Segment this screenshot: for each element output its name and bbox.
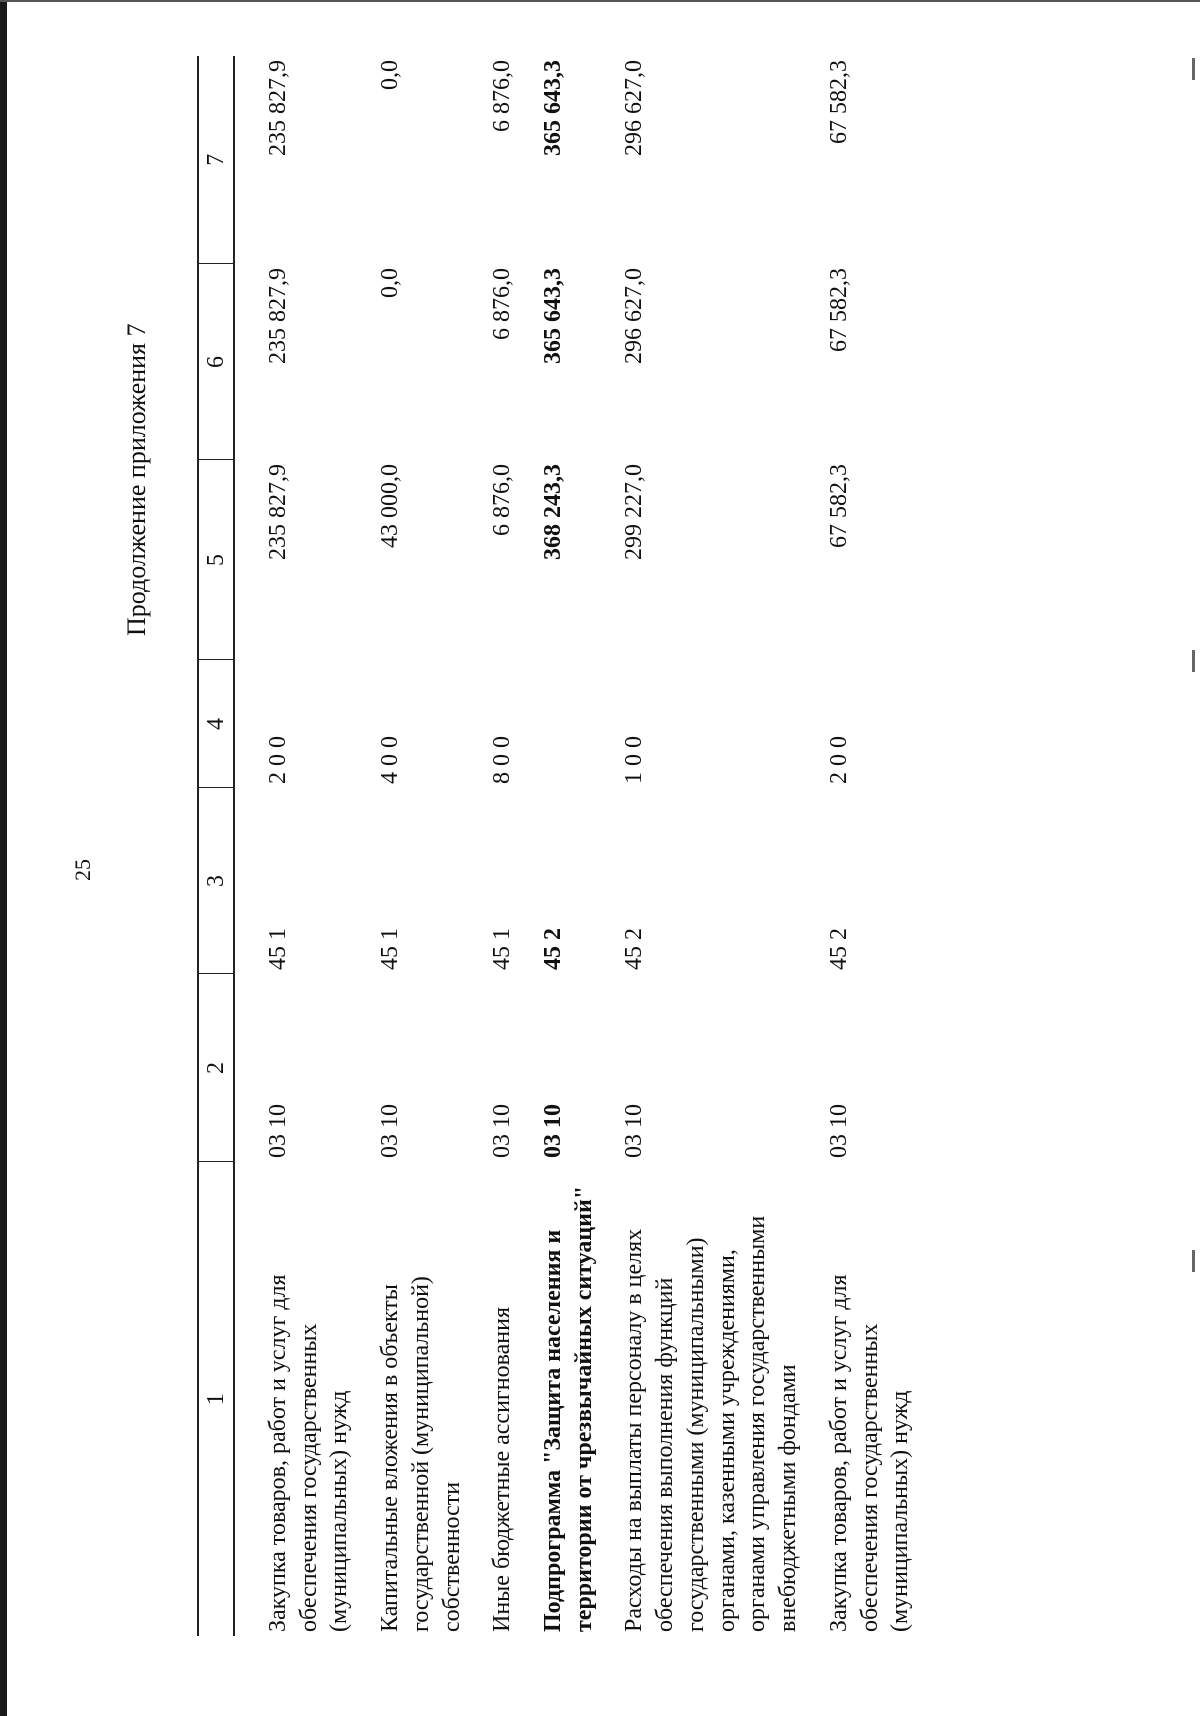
row-value-6: 235 827,9 xyxy=(265,268,291,364)
row-type: 8 0 0 xyxy=(489,736,516,784)
row-value-5: 43 000,0 xyxy=(377,464,404,548)
row-value-5: 299 227,0 xyxy=(621,464,648,560)
row-name: Капитальные вложения в объекты государственной (муниципальной) собственности xyxy=(377,1276,465,1632)
row-target: 45 2 xyxy=(825,928,852,970)
column-header: 2 xyxy=(198,974,234,1162)
row-target: 45 2 xyxy=(621,928,648,970)
row-value-5: 6 876,0 xyxy=(489,464,516,536)
row-type xyxy=(538,660,619,788)
column-header: 1 xyxy=(198,1162,234,1636)
row-section: 03 10 xyxy=(621,1104,648,1158)
table-row xyxy=(824,56,936,1636)
row-section: 03 10 xyxy=(825,1104,852,1158)
row-name: Иные бюджетные ассигнования xyxy=(489,1307,516,1632)
row-name: Подпрограмма "Защита населения и территории от чрезвычайных ситуаций" xyxy=(540,1185,597,1632)
table-row xyxy=(538,56,619,1636)
row-value-6: 296 627,0 xyxy=(621,268,648,364)
row-section: 03 10 xyxy=(265,1104,291,1158)
row-name: Закупка товаров, работ и услуг для обеспечения государственных (муниципальных) нужд xyxy=(265,1274,353,1632)
row-section: 03 10 xyxy=(377,1104,404,1158)
header-row xyxy=(198,56,234,1636)
row-name: Расходы на выплаты персоналу в целях обеспечения выполнения функций государственными (муниципальными) органами, казенными учреждениями, органами управления государственными внебюджетными фондами xyxy=(621,1215,802,1632)
row-value-7: 235 827,9 xyxy=(265,60,291,156)
row-type: 4 0 0 xyxy=(377,736,404,784)
column-header: 3 xyxy=(198,788,234,974)
row-value-6: 365 643,3 xyxy=(540,268,567,364)
page-number: 25 xyxy=(70,859,95,881)
budget-table xyxy=(197,56,936,1636)
row-type: 2 0 0 xyxy=(265,736,291,784)
row-type: 1 0 0 xyxy=(621,736,648,784)
table-row xyxy=(234,56,375,1636)
row-value-7: 296 627,0 xyxy=(621,60,648,156)
row-target: 45 1 xyxy=(489,928,516,970)
row-type: 2 0 0 xyxy=(825,736,852,784)
row-value-7: 67 582,3 xyxy=(825,60,852,144)
row-value-6: 6 876,0 xyxy=(489,268,516,340)
row-section: 03 10 xyxy=(489,1104,516,1158)
column-header: 7 xyxy=(198,56,234,264)
row-target: 45 1 xyxy=(265,928,291,970)
row-section: 03 10 xyxy=(540,1104,567,1158)
row-target: 45 2 xyxy=(540,928,567,970)
row-value-5: 235 827,9 xyxy=(265,464,291,560)
row-value-6: 67 582,3 xyxy=(825,268,852,352)
continuation-label: Продолжение приложения 7 xyxy=(122,323,151,636)
row-value-7: 365 643,3 xyxy=(540,60,567,156)
column-header: 4 xyxy=(198,660,234,788)
row-value-5: 67 582,3 xyxy=(825,464,852,548)
table-row xyxy=(619,56,823,1636)
table-row xyxy=(487,56,538,1636)
column-header: 6 xyxy=(198,264,234,460)
row-name: Закупка товаров, работ и услуг для обеспечения государственных (муниципальных) нужд xyxy=(825,1274,914,1632)
row-target: 45 1 xyxy=(377,928,404,970)
row-value-7: 6 876,0 xyxy=(489,60,516,132)
row-value-5: 368 243,3 xyxy=(540,464,567,560)
column-header: 5 xyxy=(198,460,234,660)
row-value-7: 0,0 xyxy=(377,60,404,90)
table-row xyxy=(375,56,487,1636)
row-value-6: 0,0 xyxy=(377,268,404,298)
